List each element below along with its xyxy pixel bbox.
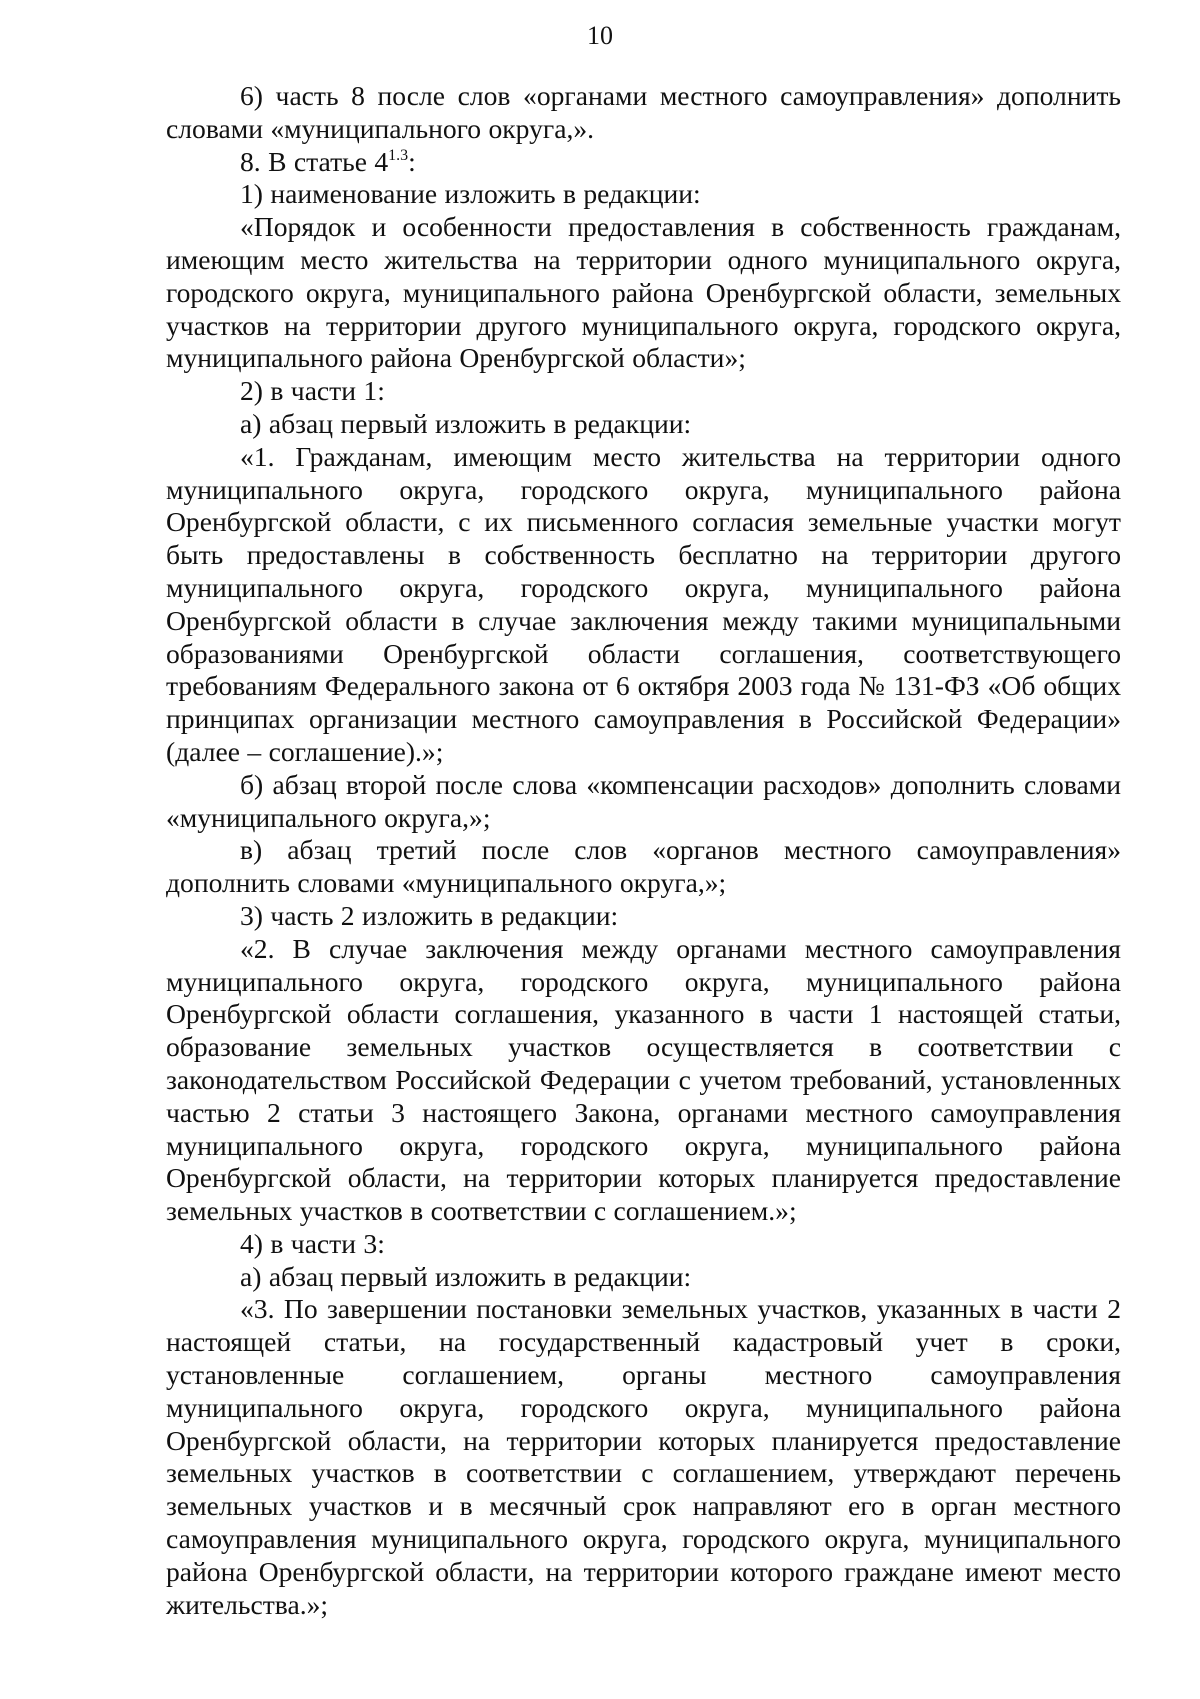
paragraph-item: а) абзац первый изложить в редакции: bbox=[240, 407, 692, 439]
paragraph-item bbox=[166, 146, 1121, 179]
document-body bbox=[166, 80, 1121, 1621]
paragraph-item: 2) в части 1: bbox=[240, 375, 385, 407]
paragraph-item: а) абзац первый изложить в редакции: bbox=[240, 1260, 692, 1292]
page-number: 10 bbox=[587, 21, 613, 50]
paragraph-item: 4) в части 3: bbox=[240, 1227, 385, 1259]
paragraph-item: «2. В случае заключения между органами местного самоуправления муниципального округа, городского округа, муниципального района Оренбургской области соглашения, указанного в части 1 настоящей статьи, образование земельных участков осуществляется в соответствии с законодательством Российской Федерации с учетом требований, установленных частью 2 статьи 3 настоящего Закона, органами местного самоуправления муниципального округа, городского округа, муниципального района Оренбургской области, на территории которых планируется предоставление земельных участков в соответствии с соглашением.»; bbox=[166, 932, 1121, 1227]
paragraph-item: «Порядок и особенности предоставления в собственность гражданам, имеющим место жительства на территории одного муниципального округа, городского округа, муниципального района Оренбургской области, земельных участков на территории другого муниципального округа, городского округа, муниципального района Оренбургской области»; bbox=[166, 211, 1121, 374]
paragraph-item: в) абзац третий после слов «органов местного самоуправления» дополнить словами «муниципального округа,»; bbox=[166, 834, 1121, 899]
paragraph-item: б) абзац второй после слова «компенсации расходов» дополнить словами «муниципального округа,»; bbox=[166, 768, 1121, 833]
paragraph-item: 3) часть 2 изложить в редакции: bbox=[240, 899, 619, 931]
paragraph-item: «3. По завершении постановки земельных участков, указанных в части 2 настоящей статьи, на государственный кадастровый учет в сроки, установленные соглашением, органы местного самоуправления муниципального округа, городского округа, муниципального района Оренбургской области, на территории которых планируется предоставление земельных участков в соответствии с соглашением, утверждают перечень земельных участков и в месячный срок направляют его в орган местного самоуправления муниципального округа, городского округа, муниципального района Оренбургской области, на территории которого граждане имеют место жительства.»; bbox=[166, 1293, 1121, 1620]
paragraph-item: 1) наименование изложить в редакции: bbox=[240, 178, 701, 210]
paragraph-text: 8. В статье 4 bbox=[240, 145, 389, 177]
paragraph-text-suffix: : bbox=[408, 145, 416, 177]
paragraph-item: 6) часть 8 после слов «органами местного самоуправления» дополнить словами «муниципального округа,». bbox=[166, 80, 1121, 144]
paragraph-item: «1. Гражданам, имеющим место жительства на территории одного муниципального округа, городского округа, муниципального района Оренбургской области, с их письменного согласия земельные участки могут быть предоставлены в собственность бесплатно на территории другого муниципального округа, городского округа, муниципального района Оренбургской области в случае заключения между такими муниципальными образованиями Оренбургской области соглашения, соответствующего требованиям Федерального закона от 6 октября 2003 года № 131-ФЗ «Об общих принципах организации местного самоуправления в Российской Федерации» (далее – соглашение).»; bbox=[166, 440, 1121, 767]
superscript-article-number: 1.3 bbox=[388, 146, 409, 164]
